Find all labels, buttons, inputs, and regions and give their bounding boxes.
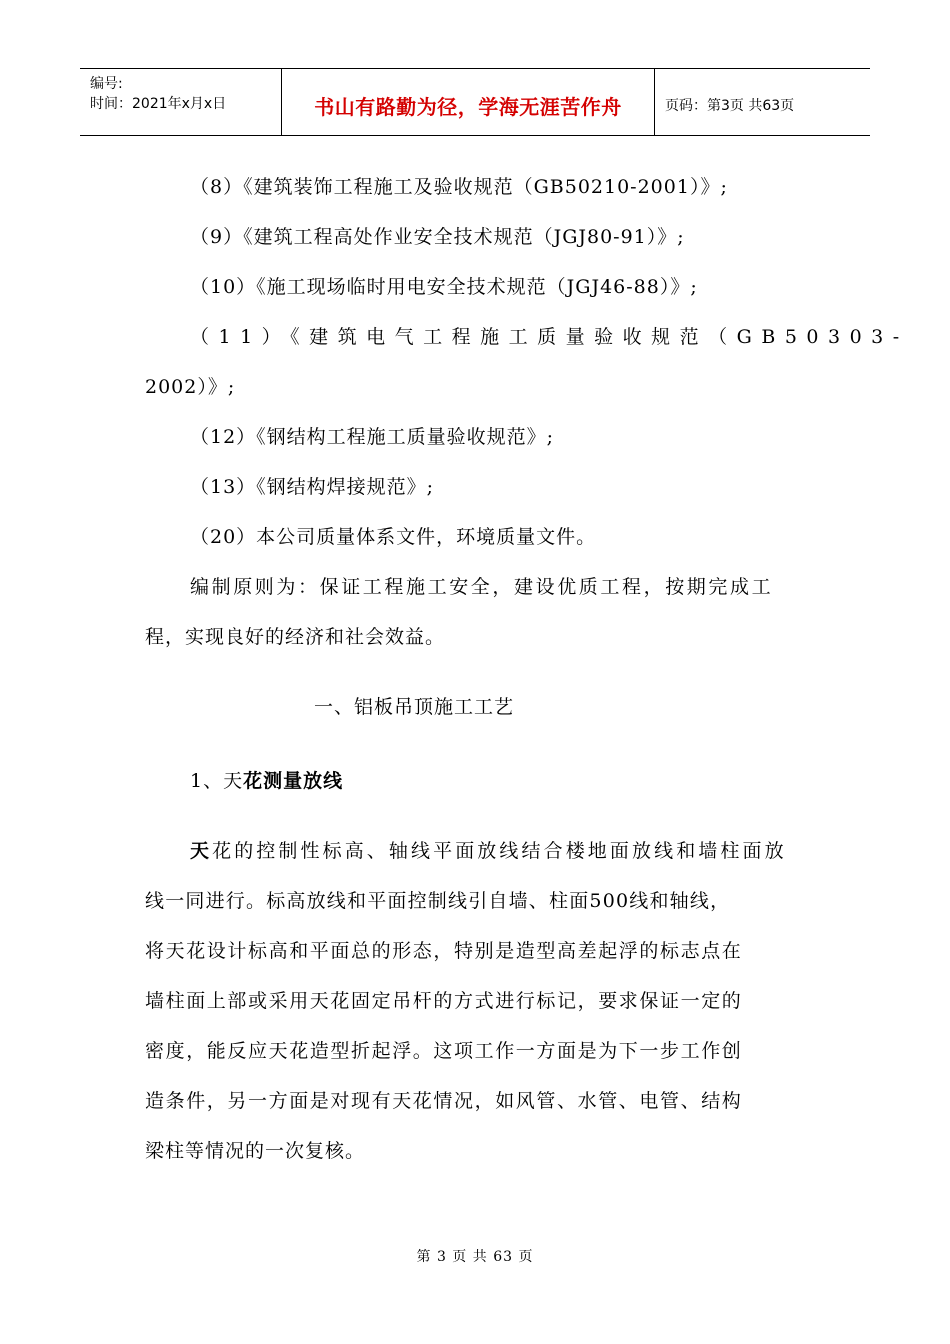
paragraph-line: 将天花设计标高和平面总的形态，特别是造型高差起浮的标志点在 bbox=[145, 940, 743, 962]
paragraph-line bbox=[190, 836, 787, 863]
motto-text: 书山有路勤为径，学海无涯苦作舟 bbox=[314, 95, 622, 119]
reference-item: （20）本公司质量体系文件，环境质量文件。 bbox=[190, 526, 597, 548]
reference-item-continued: 2002）》; bbox=[145, 376, 236, 398]
paragraph-line: 线一同进行。标高放线和平面控制线引自墙、柱面500线和轴线， bbox=[145, 890, 731, 912]
reference-item: （10）《施工现场临时用电安全技术规范（JGJ46-88）》; bbox=[190, 276, 698, 298]
page-header bbox=[80, 68, 870, 136]
principle-line: 程，实现良好的经济和社会效益。 bbox=[145, 626, 446, 648]
document-time-label: 时间：2021年x月x日 bbox=[90, 96, 227, 112]
subsection-heading bbox=[190, 766, 343, 793]
paragraph-line: 造条件，另一方面是对现有天花情况，如风管、水管、电管、结构 bbox=[145, 1090, 743, 1112]
reference-item: （12）《钢结构工程施工质量验收规范》; bbox=[190, 426, 555, 448]
header-page-info bbox=[655, 69, 870, 135]
paragraph-line-text: 花的控制性标高、轴线平面放线结合楼地面放线和墙柱面放 bbox=[212, 840, 787, 862]
header-meta bbox=[80, 69, 282, 135]
reference-item: （13）《钢结构焊接规范》; bbox=[190, 476, 435, 498]
subsection-title: 花测量放线 bbox=[243, 770, 344, 792]
principle-line: 编制原则为：保证工程施工安全，建设优质工程，按期完成工 bbox=[190, 576, 774, 598]
paragraph-line: 梁柱等情况的一次复核。 bbox=[145, 1140, 366, 1162]
paragraph-line: 密度，能反应天花造型折起浮。这项工作一方面是为下一步工作创 bbox=[145, 1040, 743, 1062]
paragraph-first-char: 天 bbox=[190, 840, 213, 862]
page-info-text: 页码：第3页 共63页 bbox=[665, 98, 795, 114]
reference-item: （9）《建筑工程高处作业安全技术规范（JGJ80-91）》; bbox=[190, 226, 685, 248]
document-number-label: 编号: bbox=[90, 76, 123, 92]
reference-item: （11）《建筑电气工程施工质量验收规范（GB50303- bbox=[190, 326, 909, 348]
header-motto bbox=[282, 69, 655, 135]
subsection-number: 1、天 bbox=[190, 770, 244, 792]
section-title: 一、铝板吊顶施工工艺 bbox=[314, 696, 515, 718]
page-footer: 第 3 页 共 63 页 bbox=[416, 1249, 534, 1265]
paragraph-line: 墙柱面上部或采用天花固定吊杆的方式进行标记，要求保证一定的 bbox=[145, 990, 743, 1012]
reference-item: （8）《建筑装饰工程施工及验收规范（GB50210-2001）》; bbox=[190, 176, 728, 198]
